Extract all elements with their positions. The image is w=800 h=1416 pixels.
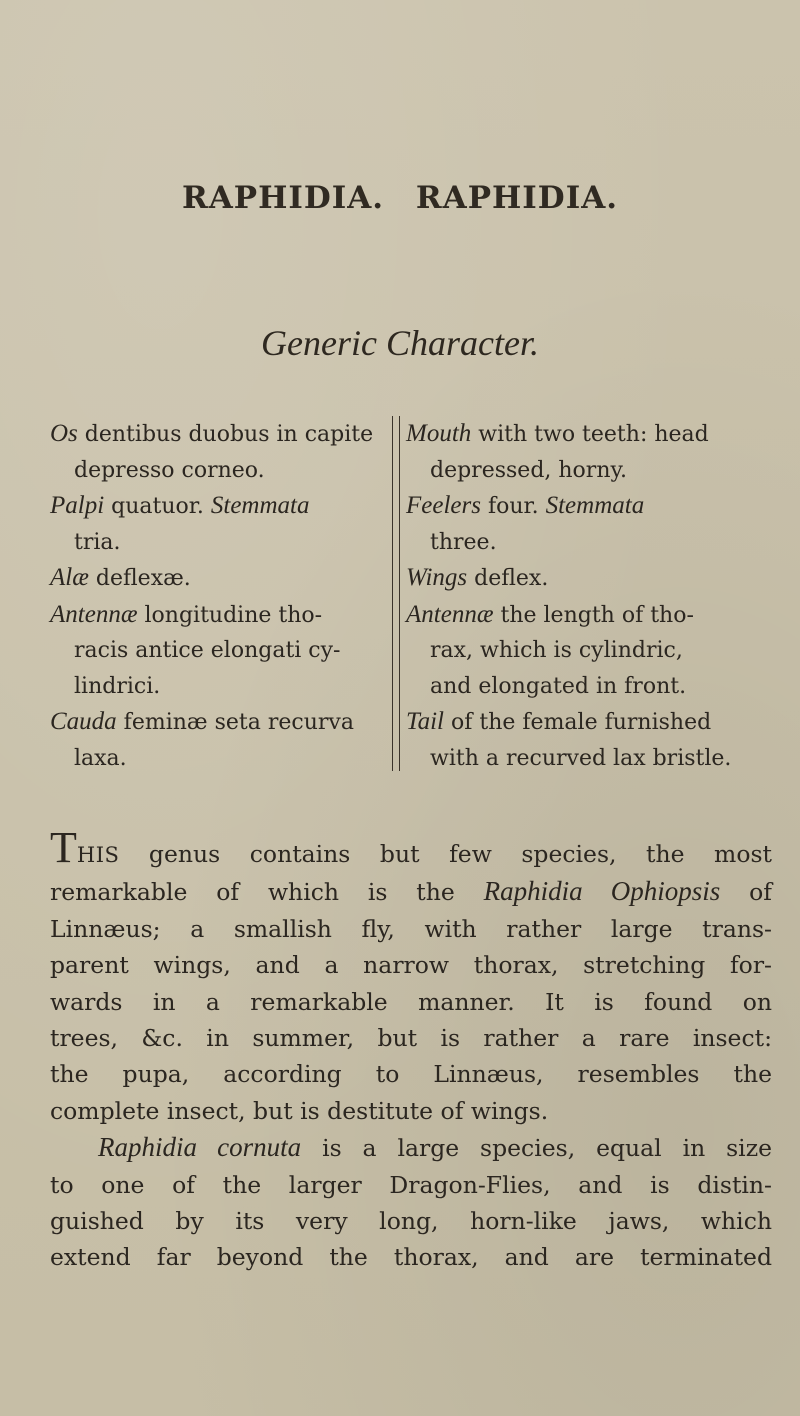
latin-entry-mouth	[50, 416, 386, 488]
english-text: four.	[480, 494, 546, 519]
description-paragraphs	[50, 823, 772, 1276]
body-text-run: genus contains but few species, the most	[119, 840, 772, 868]
latin-entry-palpi	[50, 488, 386, 560]
english-entry-antennae	[406, 597, 772, 705]
english-term: Stemmata	[545, 492, 645, 519]
body-line: to one of the larger Dragon-Flies, and is distin-	[50, 1170, 772, 1199]
body-line: trees, &c. in summer, but is rather a rare insect:	[50, 1024, 772, 1053]
latin-term: Stemmata	[210, 492, 310, 519]
english-entry-mouth	[406, 416, 772, 488]
body-line	[50, 1129, 772, 1166]
character-columns	[50, 416, 770, 771]
latin-text: laxa.	[74, 745, 127, 771]
english-entry-wings	[406, 560, 772, 597]
english-text: the length of tho-	[493, 602, 694, 628]
body-text-run: of	[720, 878, 772, 907]
english-text: of the female furnished	[444, 710, 712, 735]
english-text: and elongated in front.	[430, 673, 687, 699]
body-line: wards in a remarkable manner. It is found on	[50, 987, 772, 1016]
latin-column	[50, 416, 386, 776]
english-heading: RAPHIDIA.	[415, 180, 619, 216]
latin-text: longitudine tho-	[137, 602, 323, 628]
english-term: Wings	[406, 564, 468, 591]
english-text: with two teeth: head	[471, 422, 709, 447]
latin-term: Antennæ	[50, 600, 138, 628]
english-term: Feelers	[406, 492, 481, 519]
latin-text: tria.	[74, 529, 121, 555]
body-line: guished by its very long, horn-like jaws, which	[50, 1207, 772, 1236]
small-caps-word: HIS	[76, 843, 120, 867]
latin-text: feminæ seta recurva	[116, 710, 354, 735]
species-name: Raphidia cornuta	[98, 1132, 302, 1163]
latin-entry-cauda	[50, 704, 386, 776]
english-term: Tail	[406, 708, 445, 735]
english-text: three.	[430, 529, 497, 555]
latin-text: dentibus duobus in capite	[77, 422, 374, 447]
body-text-run: remarkable of which is the	[50, 878, 484, 907]
latin-term: Os	[50, 420, 78, 447]
english-entry-feelers	[406, 488, 772, 560]
latin-entry-alae	[50, 560, 386, 597]
english-entry-tail	[406, 704, 772, 776]
english-column	[406, 416, 772, 776]
english-term: Mouth	[406, 420, 472, 447]
body-line: extend far beyond the thorax, and are terminated	[50, 1243, 772, 1272]
body-line: complete insect, but is destitute of wings.	[50, 1096, 549, 1125]
english-term: Antennæ	[406, 600, 494, 628]
latin-text: lindrici.	[74, 673, 161, 699]
latin-text: deflexæ.	[88, 566, 191, 591]
english-text: deflex.	[467, 566, 549, 591]
body-line	[50, 873, 772, 910]
section-title: Generic Character.	[261, 323, 539, 363]
body-text-run: is a large species, equal in size	[301, 1134, 772, 1163]
body-line: parent wings, and a narrow thorax, stretching for-	[50, 951, 772, 980]
english-text: with a recurved lax bristle.	[430, 745, 732, 771]
species-name: Raphidia Ophiopsis	[483, 876, 721, 907]
latin-term: Alæ	[50, 564, 89, 591]
latin-term: Cauda	[50, 708, 117, 735]
latin-term: Palpi	[50, 492, 105, 519]
body-line: Linnæus; a smallish fly, with rather large trans-	[50, 914, 772, 943]
latin-text: quatuor.	[104, 494, 211, 519]
body-line: the pupa, according to Linnæus, resembles the	[50, 1060, 772, 1089]
latin-text: racis antice elongati cy-	[74, 638, 341, 663]
latin-heading: RAPHIDIA.	[181, 180, 385, 216]
latin-text: depresso corneo.	[74, 457, 265, 483]
latin-entry-antennae	[50, 597, 386, 705]
english-text: rax, which is cylindric,	[430, 638, 683, 663]
column-divider	[392, 416, 400, 771]
english-text: depressed, horny.	[430, 457, 627, 483]
running-heading	[0, 180, 800, 216]
drop-capital: T	[50, 823, 77, 872]
body-line	[50, 823, 772, 873]
